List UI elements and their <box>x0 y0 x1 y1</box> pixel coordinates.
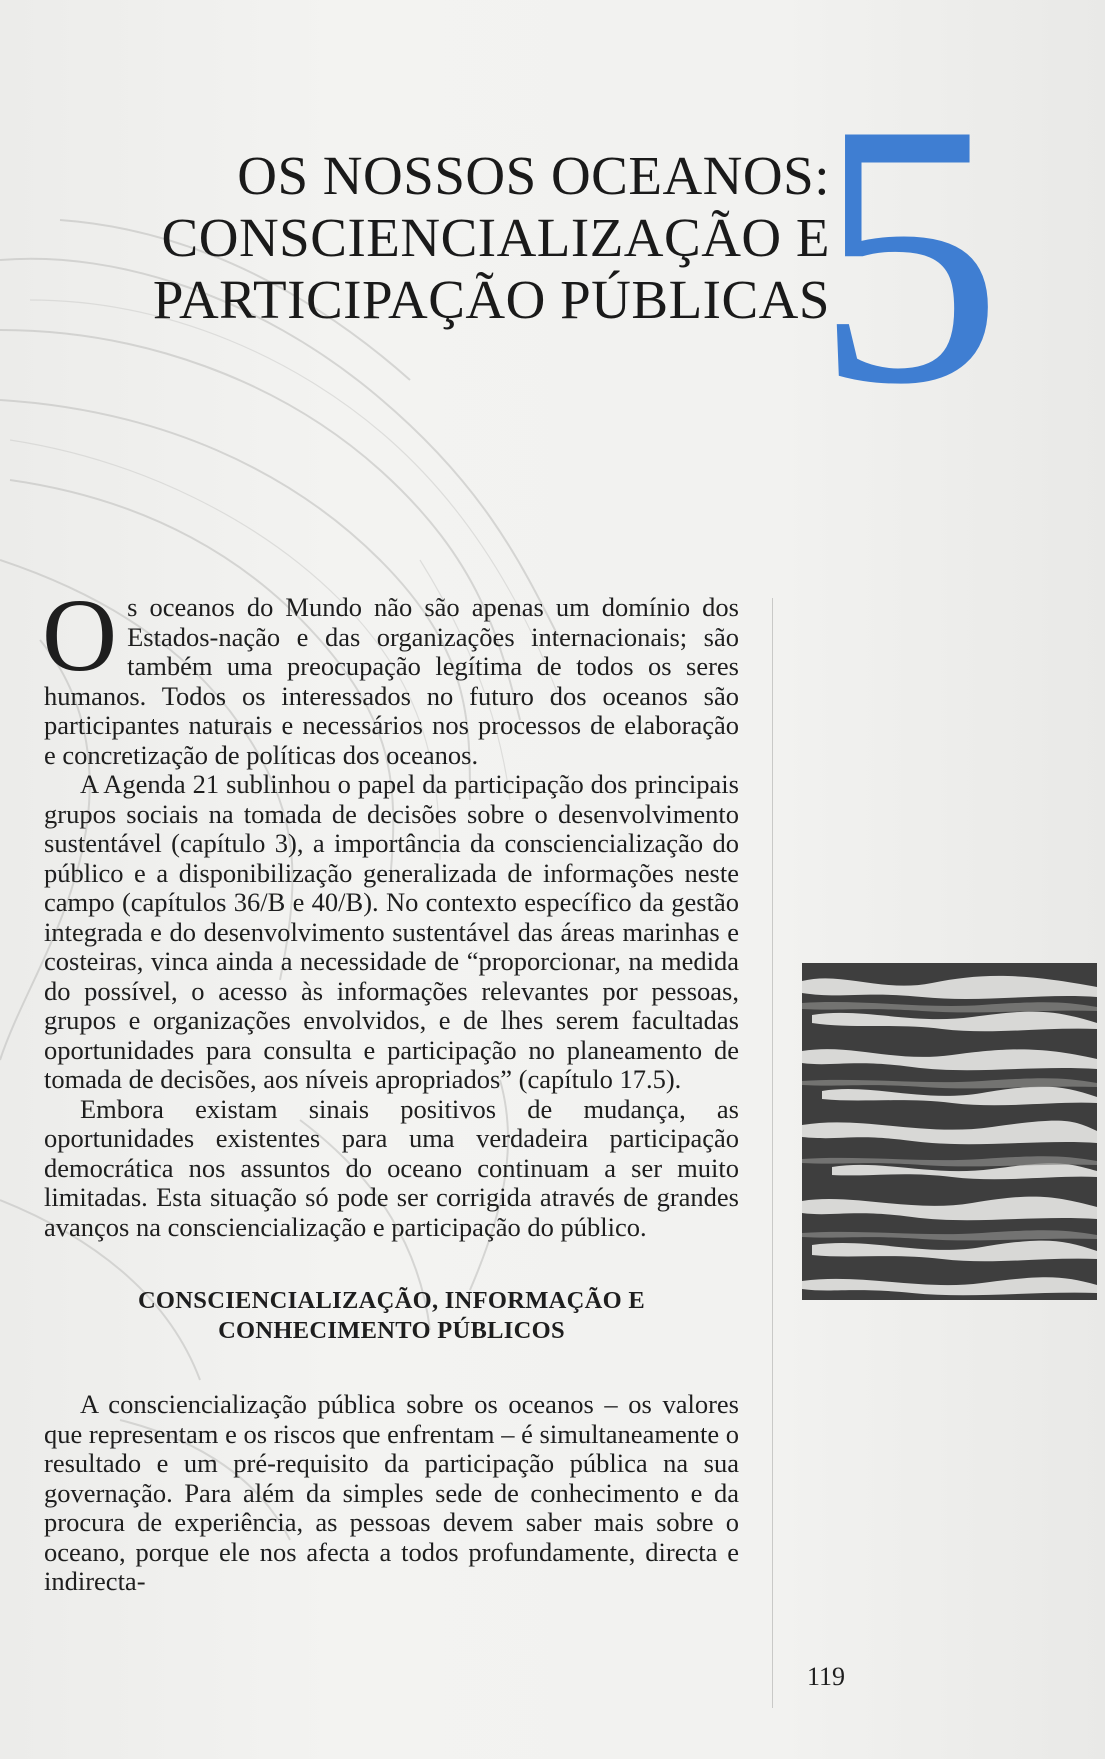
chapter-title <box>110 145 830 331</box>
intro-paragraph <box>42 578 739 770</box>
section-heading-line-2: CONHECIMENTO PÚBLICOS <box>218 1317 565 1344</box>
paragraph-signs-of-change: Embora existam sinais positivos de mudança, as oportunidades existentes para uma verdadeira participação democrática nos assuntos do oceano continuam a ser muito limitadas. Esta situação só pode ser corrigida através de grandes avanços na consciencialização e participação do público. <box>44 1093 739 1242</box>
intro-text: s oceanos do Mundo não são apenas um domínio dos Estados-nação e das organizações internacionais; são também uma preocupação legítima de todos os seres humanos. Todos os interessados no futuro dos oceanos são participantes naturais e necessários nos processos de elaboração e concretização de políticas dos oceanos. <box>44 592 739 770</box>
ocean-waves-photo <box>802 963 1097 1300</box>
chapter-number: 5 <box>815 47 1003 462</box>
paragraph-public-awareness: A consciencialização pública sobre os oceanos – os valores que representam e os riscos que enfrentam – é simultaneamente o resultado e um pré-requisito da participação pública na sua governação. Para além da simples sede de conhecimento e da procura de experiência, as pessoas devem saber mais sobre o oceano, porque ele nos afecta a todos profundamente, directa e indirecta- <box>44 1389 739 1596</box>
chapter-title-line-1: OS NOSSOS OCEANOS: <box>237 145 830 206</box>
paragraph-agenda-21: A Agenda 21 sublinhou o papel da participação dos principais grupos sociais na tomada de decisões sobre o desenvolvimento sustentável (capítulo 3), a importância da consciencialização do público e a disponibilização generalizada de informações neste campo (capítulos 36/B e 40/B). No contexto específico da gestão integrada e do desenvolvimento sustentável das áreas marinhas e costeiras, vinca ainda a necessidade de “proporcionar, na medida do possível, o acesso às informações relevantes por pessoas, grupos e organizações envolvidos, e de lhes serem facultadas oportunidades para consulta e participação no planeamento de tomada de decisões, aos níveis apropriados” (capítulo 17.5). <box>44 769 739 1094</box>
page-number: 119 <box>807 1662 846 1691</box>
drop-cap: O <box>42 578 118 693</box>
section-heading <box>44 1286 739 1346</box>
margin-rule <box>772 598 773 1708</box>
chapter-title-line-3: PARTICIPAÇÃO PÚBLICAS <box>152 269 830 330</box>
chapter-title-line-2: CONSCIENCIALIZAÇÃO E <box>161 207 830 268</box>
main-text-column <box>42 578 739 1597</box>
section-heading-line-1: CONSCIENCIALIZAÇÃO, INFORMAÇÃO E <box>137 1287 646 1314</box>
